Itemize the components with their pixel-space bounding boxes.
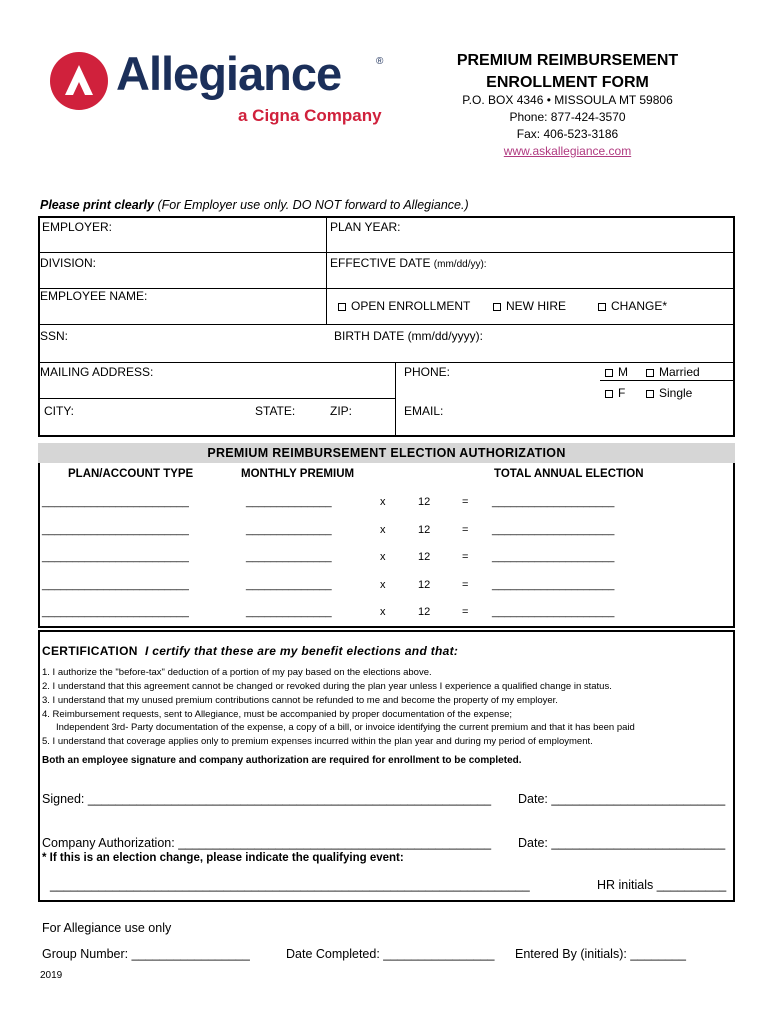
cert-item-2: 2. I understand that this agreement cannot be changed or revoked during the plan year unless I experience a qualified change in status. (42, 681, 612, 692)
allegiance-use-label: For Allegiance use only (42, 921, 172, 935)
signed-field[interactable]: Signed: __________________________________________________________ (42, 792, 492, 806)
company-date-field[interactable]: Date: _________________________ (518, 836, 726, 850)
certification-statement: I certify that these are my benefit elections and that: (144, 644, 459, 658)
cert-item-1: 1. I authorize the "before-tax" deduction of a portion of my pay based on the elections above. (42, 667, 432, 678)
signature-requirement: Both an employee signature and company authorization are required for enrollment to be completed. (42, 755, 522, 766)
row-months-value: 12 (418, 606, 431, 618)
state-label: STATE: (255, 404, 296, 418)
row-multiply-sign: x (380, 551, 386, 563)
logo-wordmark: Allegiance (116, 47, 342, 100)
effective-date-label (330, 256, 487, 270)
city-label: CITY: (44, 404, 75, 418)
row-total-election-field[interactable]: ____________________ (492, 523, 615, 536)
female-label: F (618, 386, 626, 400)
new-hire-checkbox[interactable] (493, 303, 501, 311)
company-authorization-field[interactable]: Company Authorization: _____________________________________________ (42, 836, 492, 850)
employee-name-label: EMPLOYEE NAME: (40, 289, 148, 303)
row-plan-account-field[interactable]: ________________________ (42, 523, 189, 536)
row-equals-sign: = (462, 578, 469, 591)
col-total-annual-election: TOTAL ANNUAL ELECTION (494, 468, 644, 480)
single-option[interactable] (646, 386, 692, 400)
open-enrollment-label: OPEN ENROLLMENT (351, 299, 471, 313)
effective-date-text: EFFECTIVE DATE (330, 256, 431, 270)
cert-item-3: 3. I understand that my unused premium contributions cannot be refunded to me and become the property of my employer. (42, 695, 558, 706)
married-option[interactable] (646, 365, 700, 379)
row-months-value: 12 (418, 578, 431, 591)
ssn-label: SSN: (40, 329, 69, 343)
row-plan-account-field[interactable]: ________________________ (42, 606, 189, 618)
single-label: Single (659, 386, 693, 400)
fax-number: Fax: 406-523-3186 (516, 127, 619, 141)
certification-label: CERTIFICATION (42, 644, 138, 658)
cert-item-4: 4. Reimbursement requests, sent to Allegiance, must be accompanied by proper documentation of the expense; (42, 709, 512, 720)
phone-label: PHONE: (404, 365, 451, 379)
cert-item-5: 5. I understand that coverage applies only to premium expenses incurred within the plan year and during my period of employment. (42, 736, 593, 747)
male-label: M (618, 365, 628, 379)
row-total-election-field[interactable]: ____________________ (492, 496, 615, 508)
change-label: CHANGE* (611, 299, 668, 313)
certification-heading (42, 644, 458, 658)
open-enrollment-checkbox[interactable] (338, 303, 346, 311)
logo-tagline: a Cigna Company (238, 106, 382, 125)
row-equals-sign: = (462, 606, 469, 618)
signed-date-field[interactable]: Date: _________________________ (518, 792, 726, 806)
logo-registered-mark: ® (376, 56, 384, 67)
row-total-election-field[interactable]: ____________________ (492, 578, 615, 591)
form-title (425, 50, 710, 94)
form-year: 2019 (40, 970, 63, 981)
allegiance-logo-mark (50, 52, 108, 110)
row-multiply-sign: x (380, 606, 386, 618)
print-note (40, 198, 469, 212)
change-checkbox[interactable] (598, 303, 606, 311)
col-plan-account-type: PLAN/ACCOUNT TYPE (68, 468, 194, 480)
birth-date-label: BIRTH DATE (mm/dd/yyyy): (334, 329, 483, 343)
website-link[interactable]: www.askallegiance.com (503, 144, 632, 158)
print-note-bold: Please print clearly (40, 198, 154, 212)
employee-info-section (38, 216, 735, 437)
cert-item-4-detail: Independent 3rd- Party documentation of the expense, a copy of a bill, or invoice identifying the current premium and that it has been paid (56, 722, 635, 733)
married-checkbox[interactable] (646, 369, 654, 377)
row-months-value: 12 (418, 551, 431, 563)
row-monthly-premium-field[interactable]: ______________ (246, 551, 332, 563)
qualifying-event-label: * If this is an election change, please indicate the qualifying event: (42, 852, 404, 864)
row-total-election-field[interactable]: ____________________ (492, 551, 615, 563)
row-plan-account-field[interactable]: ________________________ (42, 551, 189, 563)
row-multiply-sign: x (380, 578, 386, 591)
row-equals-sign: = (462, 496, 469, 508)
group-number-field[interactable]: Group Number: _________________ (42, 947, 250, 961)
entered-by-field[interactable]: Entered By (initials): ________ (515, 947, 686, 961)
row-months-value: 12 (418, 523, 431, 536)
address: P.O. BOX 4346 • MISSOULA MT 59806 (462, 93, 673, 107)
print-note-rest: (For Employer use only. DO NOT forward to Allegiance.) (157, 198, 469, 212)
email-label: EMAIL: (404, 404, 444, 418)
open-enrollment-option[interactable] (338, 299, 470, 313)
married-label: Married (659, 365, 700, 379)
phone-number: Phone: 877-424-3570 (509, 110, 626, 124)
date-completed-field[interactable]: Date Completed: ________________ (286, 947, 495, 961)
row-plan-account-field[interactable]: ________________________ (42, 496, 189, 508)
election-title: PREMIUM REIMBURSEMENT ELECTION AUTHORIZATION (38, 443, 735, 463)
row-multiply-sign: x (380, 496, 386, 508)
effective-date-format: (mm/dd/yy): (433, 259, 487, 270)
qualifying-event-field[interactable]: _____________________________________________________________________ (50, 878, 530, 892)
row-total-election-field[interactable]: ____________________ (492, 606, 615, 618)
plan-year-label: PLAN YEAR: (330, 220, 401, 234)
new-hire-option[interactable] (493, 299, 566, 313)
female-option[interactable] (605, 386, 625, 400)
form-title-line2: ENROLLMENT FORM (486, 74, 649, 91)
form-title-line1: PREMIUM REIMBURSEMENT (456, 52, 679, 69)
female-checkbox[interactable] (605, 390, 613, 398)
row-monthly-premium-field[interactable]: ______________ (246, 606, 332, 618)
row-months-value: 12 (418, 496, 431, 508)
row-multiply-sign: x (380, 523, 386, 536)
male-option[interactable] (605, 365, 628, 379)
col-monthly-premium: MONTHLY PREMIUM (241, 468, 355, 480)
mailing-address-label: MAILING ADDRESS: (40, 365, 154, 379)
row-monthly-premium-field[interactable]: ______________ (246, 523, 332, 536)
male-checkbox[interactable] (605, 369, 613, 377)
row-equals-sign: = (462, 523, 469, 536)
row-monthly-premium-field[interactable]: ______________ (246, 578, 332, 591)
division-label: DIVISION: (40, 256, 97, 270)
row-monthly-premium-field[interactable]: ______________ (246, 496, 332, 508)
row-equals-sign: = (462, 551, 469, 563)
employer-label: EMPLOYER: (42, 220, 113, 234)
row-plan-account-field[interactable]: ________________________ (42, 578, 189, 591)
zip-label: ZIP: (330, 404, 353, 418)
new-hire-label: NEW HIRE (506, 299, 566, 313)
hr-initials-field[interactable]: HR initials __________ (597, 878, 727, 892)
change-option[interactable] (598, 299, 667, 313)
single-checkbox[interactable] (646, 390, 654, 398)
